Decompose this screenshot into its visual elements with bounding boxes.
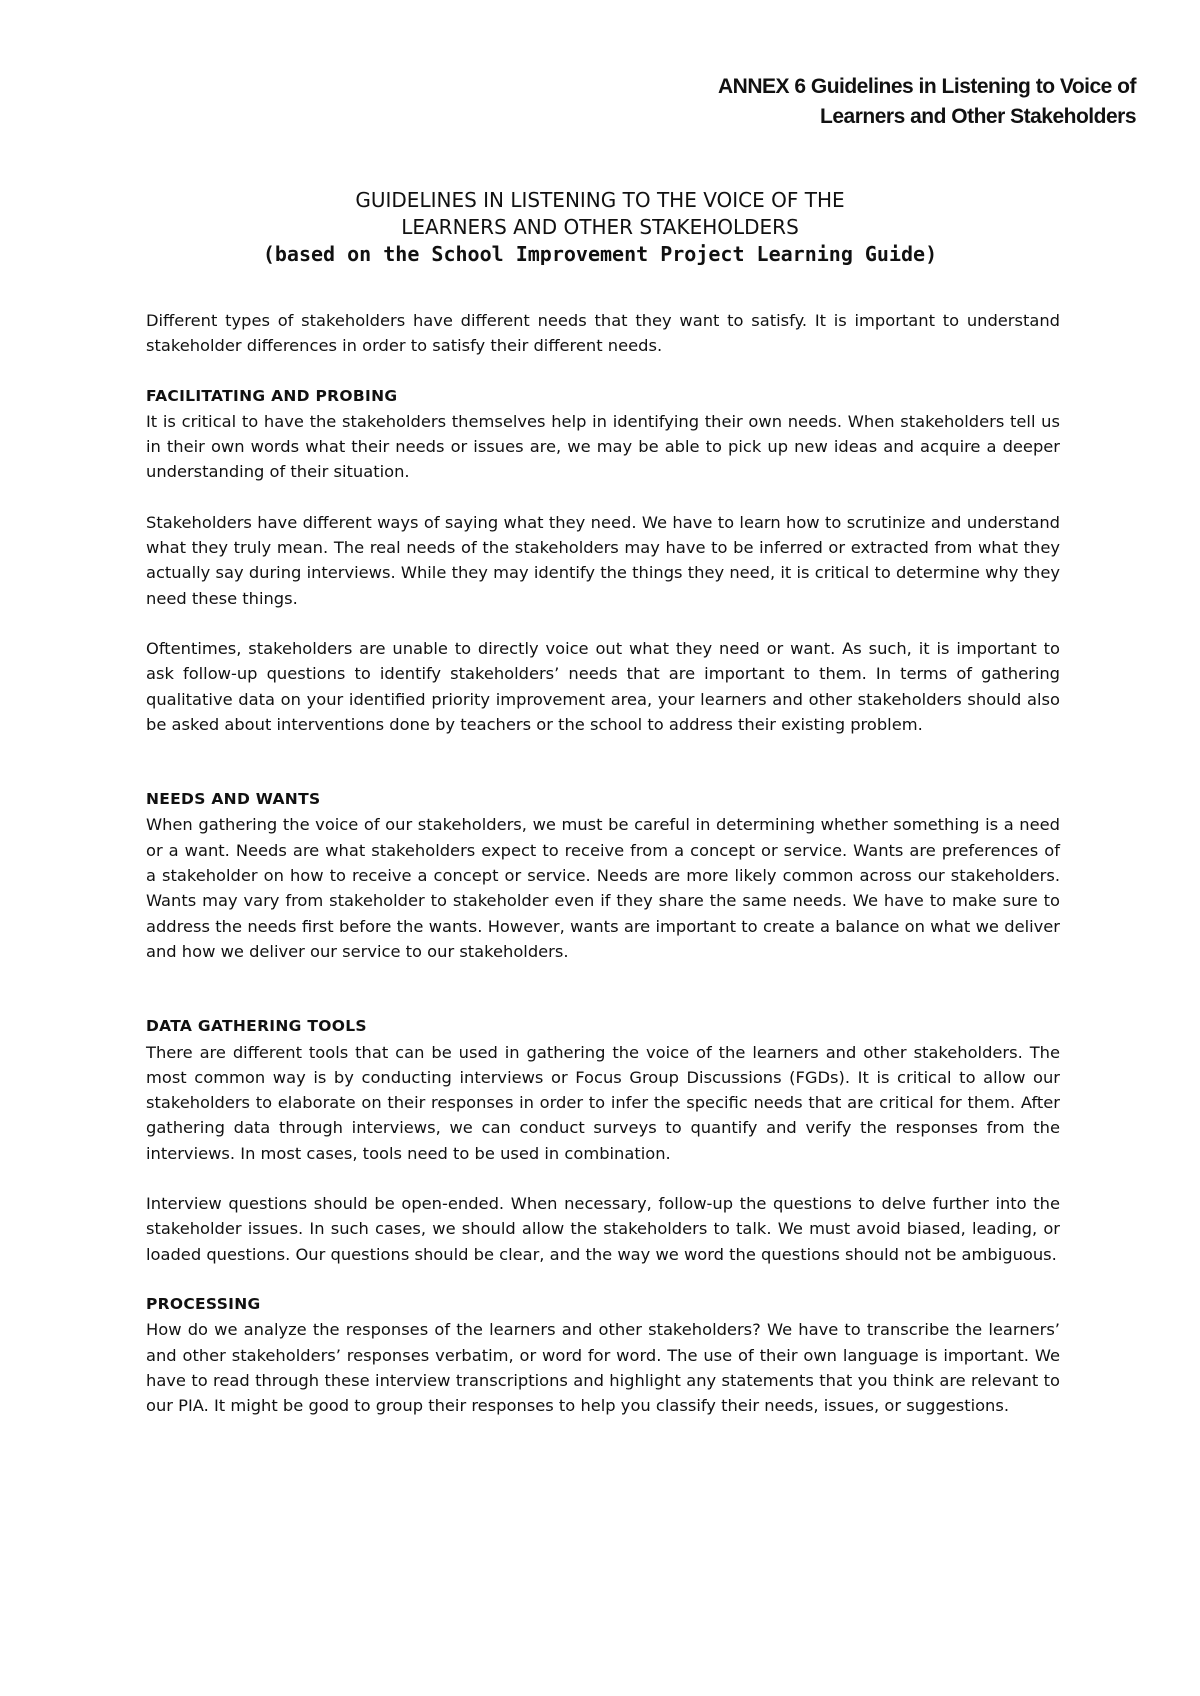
title-subtitle: (based on the School Improvement Project Learning Guide) bbox=[262, 242, 938, 266]
paragraph: Stakeholders have different ways of saying what they need. We have to learn how to scrutinize and understand what they truly mean. The real needs of the stakeholders may have to be inferred or extracted from what they actually say during interviews. While they may identify the things they need, it is critical to determine why they need these things. bbox=[146, 512, 1060, 608]
document-title bbox=[0, 187, 1200, 268]
paragraph: How do we analyze the responses of the learners and other stakeholders? We have to transcribe the learners’ and other stakeholders’ responses verbatim, or word for word. The use of their own language is important. We have to read through these interview transcriptions and highlight any statements that you think are relevant to our PIA. It might be good to group their responses to help you classify their needs, issues, or suggestions. bbox=[146, 1320, 1060, 1416]
paragraph: Oftentimes, stakeholders are unable to directly voice out what they need or want. As such, it is important to ask follow-up questions to identify stakeholders’ needs that are important to them. In terms of gathering qualitative data on your identified priority improvement area, your learners and other stakeholders should also be asked about interventions done by teachers or the school to address their existing problem. bbox=[146, 638, 1060, 734]
paragraph: It is critical to have the stakeholders themselves help in identifying their own needs. When stakeholders tell us in their own words what their needs or issues are, we may be able to pick up new ideas and acquire a deeper understanding of their situation. bbox=[146, 411, 1060, 482]
section-processing bbox=[146, 1292, 1060, 1418]
document-body bbox=[146, 308, 1060, 1443]
paragraph: There are different tools that can be used in gathering the voice of the learners and other stakeholders. The most common way is by conducting interviews or Focus Group Discussions (FGDs). It is critical to allow our stakeholders to elaborate on their responses in order to infer the specific needs that are critical for them. After gathering data through interviews, we can conduct surveys to quantify and verify the responses from the interviews. In most cases, tools need to be used in combination. bbox=[146, 1042, 1060, 1163]
section-needs-and-wants bbox=[146, 787, 1060, 964]
annex-header-line-2: Learners and Other Stakeholders bbox=[820, 105, 1136, 128]
section-heading: FACILITATING AND PROBING bbox=[146, 386, 398, 405]
section-heading: DATA GATHERING TOOLS bbox=[146, 1017, 367, 1036]
paragraph: Interview questions should be open-ended. When necessary, follow-up the questions to delve further into the stakeholder issues. In such cases, we should allow the stakeholders to talk. We must avoid biased, leading, or loaded questions. Our questions should be clear, and the way we word the questions should not be ambiguous. bbox=[146, 1194, 1060, 1264]
title-line-1: GUIDELINES IN LISTENING TO THE VOICE OF THE bbox=[355, 188, 845, 212]
spacer bbox=[146, 762, 1060, 787]
spacer bbox=[146, 989, 1060, 1014]
title-line-2: LEARNERS AND OTHER STAKEHOLDERS bbox=[401, 215, 799, 239]
section-facilitating-and-probing bbox=[146, 384, 1060, 738]
section-heading: NEEDS AND WANTS bbox=[146, 790, 321, 809]
annex-header-line-1: ANNEX 6 Guidelines in Listening to Voice of bbox=[718, 75, 1136, 98]
intro-paragraph: Different types of stakeholders have different needs that they want to satisfy. It is important to understand stakeholder differences in order to satisfy their different needs. bbox=[146, 311, 1060, 356]
annex-header bbox=[576, 72, 1136, 132]
section-heading: PROCESSING bbox=[146, 1294, 261, 1313]
section-data-gathering-tools bbox=[146, 1014, 1060, 1267]
paragraph: When gathering the voice of our stakeholders, we must be careful in determining whether something is a need or a want. Needs are what stakeholders expect to receive from a concept or service. Wants are preferences of a stakeholder on how to receive a concept or service. Needs are more likely common across our stakeholders. Wants may vary from stakeholder to stakeholder even if they share the same needs. We have to make sure to address the needs first before the wants. However, wants are important to create a balance on what we deliver and how we deliver our service to our stakeholders. bbox=[146, 815, 1060, 961]
